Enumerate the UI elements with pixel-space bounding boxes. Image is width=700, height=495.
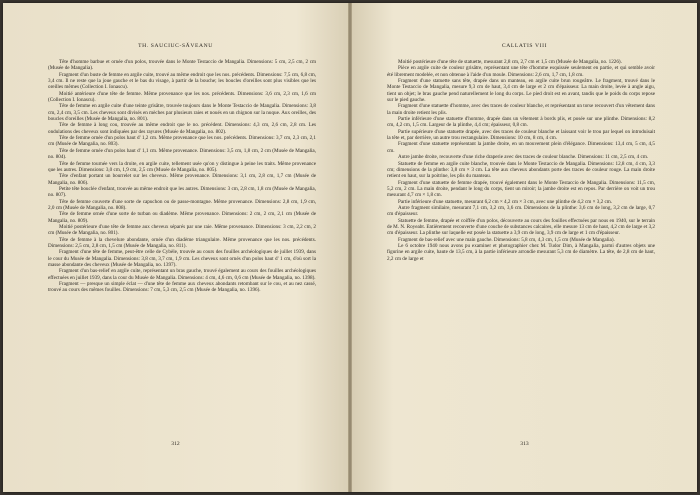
left-page bbox=[3, 3, 348, 492]
catalogue-entry: Tête de femme à la chevelure abondante, ornée d'un diadème triangulaire. Même provenance que les nos. précédents. Dimensions: 2,5 cm, 2,8 cm, 1,5 cm (Musée de Mangalia, no. 811). bbox=[48, 236, 316, 249]
left-running-header: TH. SAUCIUC-SĂVEANU bbox=[138, 43, 213, 49]
catalogue-entry: Fragment d'une tête de femme, peut-être celle de Cybèle, trouvée au cours des fouilles archéologiques de juillet 1939, dans le cour du Musée de Mangalia. Dimensions: 3,8 cm, 3,7 cm, 1,9 cm. Les cheveux sont ornés d'un polos haut d' 1 cm, d'où sort la masse abondante des cheveux (Musée de Mangalia, no. 1397). bbox=[48, 249, 316, 268]
catalogue-entry: Statuette de femme, drapée et coiffée d'un polos, découverte au cours des fouilles effectuées par nous en 1940, sur le terrain de M. N. Royeabt. Entièrement recouverte d'une couche de substances calcaires, elle mesure 13 cm de haut, 4,2 cm de large et 3,2 cm d'épaisseur. La plinthe sur laquelle est posée la statuette a 3,9 cm de long, 3,9 cm de large et 1 cm d'épaisseur. bbox=[387, 217, 655, 237]
right-page-text bbox=[387, 59, 655, 262]
catalogue-entry: Tête de femme en argile cuite d'une teinte grisâtre, trouvée toujours dans le Monte Testaccio de Mangalia. Dimensions: 3,8 cm, 2,4 cm, 3,5 cm. Les cheveux sont divisés en mèches par plusieurs raies et noués en un chignon sur la nuque. Aux oreilles, des boucles d'oreilles (Musée de Mangalia, no. 801). bbox=[48, 103, 316, 123]
catalogue-entry: Tête de femme couverte d'une sorte de capuchon ou de passe-montagne. Même provenance. Dimensions: 2,8 cm, 1,9 cm, 2,0 cm (Musée de Mangalia, no. 808). bbox=[48, 198, 316, 211]
catalogue-entry: Petite tête bouclée d'enfant, trouvée au même endroit que les autres. Dimensions: 3 cm, 2,8 cm, 1,8 cm (Musée de Mangalia, no. 807). bbox=[48, 185, 316, 199]
book-spread bbox=[3, 3, 697, 492]
right-page bbox=[352, 3, 697, 492]
catalogue-entry: Fragment de bas-relief avec une main gauche. Dimensions: 5,8 cm, 4,3 cm, 1,5 cm (Musée de Mangalia). bbox=[398, 236, 615, 243]
catalogue-entry: Partie supérieure d'une statuette drapée, avec des traces de couleur blanche et laissant voir le trou par lequel on introduisait la tête et, par derrière, un autre trou rectangulaire. Dimensions: 10 cm, 8 cm, 4 cm. bbox=[387, 128, 655, 142]
catalogue-entry: Tête de femme ornée d'un polos haut d' 1,2 cm. Même provenance que les nos. précédents. Dimensions: 3,7 cm, 2,3 cm, 2,1 cm (Musée de Mangalia, no. 803). bbox=[48, 135, 316, 148]
catalogue-entry: Tête de femme ornée d'une sorte de turban ou diadème. Même provenance. Dimensions: 2 cm, 2 cm, 2,1 cm (Musée de Mangalia, no. 809). bbox=[48, 211, 316, 224]
catalogue-entry: Autre fragment similaire, mesurant 7,1 cm, 3,2 cm, 3,6 cm. Dimensions de la plinthe: 3,6 cm de long, 3,2 cm de large, 0,7 cm d'épaisseur. bbox=[387, 204, 655, 218]
left-page-number: 312 bbox=[171, 441, 180, 447]
catalogue-entry: Moitié postérieure d'une tête de statuette, mesurant 2,8 cm, 2,7 cm et 1,5 cm (Musée de Mangalia, no. 1226). bbox=[398, 59, 622, 65]
right-page-number: 313 bbox=[520, 441, 529, 447]
catalogue-entry: Pièce en argile cuite de couleur grisâtre, représentant une tête d'homme esquissée seulement en partie, et qui semble avoir été librement modelée, et non obtenue à l'aide d'un moule. Dimensions: 2,6 cm, 1,7 cm, 1,8 cm. bbox=[387, 65, 655, 78]
catalogue-entry: Tête d'homme barbue et ornée d'un polos, trouvée dans le Monte Testaccio de Mangalia. Dimensions: 5 cm, 2,5 cm, 2 cm (Musée de Mangalia). bbox=[48, 59, 316, 72]
catalogue-entry: Tête de femme ornée d'un polos haut d' 1,1 cm. Même provenance. Dimensions: 3,5 cm, 1,8 cm, 2 cm (Musée de Mangalia, no. 804). bbox=[48, 147, 316, 161]
catalogue-entry: Fragment d'une statuette sans tête, drapée dans un manteau, en argile cuite brun rougeâtre. Le fragment, trouvé dans le Monte Testaccio de Mangalia, mesure 9,3 cm de haut, 3,4 cm de large et 2 cm d'épaisseur. La main droite, levée à angle aigu, tient un objet; le bras gauche pend naturellement le long du corps. Le pied droit est en avant, tandis que le poids du corps repose sur le pied gauche. bbox=[387, 78, 655, 104]
catalogue-entry: Partie inférieure d'une statuette d'homme, drapée dans un vêtement à bords plis, et posée sur une plinthe. Dimensions: 8,2 cm, 4,2 cm, 1,5 cm. Largeur de la plinthe, 4,4 cm; épaisseur, 0,8 cm. bbox=[387, 116, 655, 129]
catalogue-entry: Moitié antérieure d'une tête de femme. Même provenance que les nos. précédents. Dimensions: 3,6 cm, 2,3 cm, 1,6 cm (Collection I. Ionascu). bbox=[48, 90, 316, 104]
catalogue-entry: Tête de femme à long cou, trouvée au même endroit que le no. précédent. Dimensions: 4,3 cm, 2,6 cm, 2,8 cm. Les ondulations des cheveux sont indiquées par des rayures (Musée de Mangalia, no. 802). bbox=[48, 122, 316, 135]
catalogue-entry: Le 6 octobre 1940 nous avons pu examiner et photographier chez M. Tudor Dim, à Mangalia, parmi d'autres objets une figurine en argile cuite, haute de 13,5 cm, à la partie inférieure arrondie mesurant 5,3 cm de diamètre. La tête, de 2,8 cm de haut, 2,2 cm de large et bbox=[387, 242, 655, 262]
catalogue-entry: Fragment d'un bas-relief en argile cuite, représentant un bras gauche, trouvé également au cours des fouilles archéologiques effectuées en juillet 1939, dans la cour du Musée de Mangalia. Dimensions: 4 cm, 4,6 cm, 0,6 cm (Musée de Mangalia, no. 1398). bbox=[48, 268, 316, 281]
right-running-header: CALLATIS VIII bbox=[501, 43, 548, 49]
catalogue-entry: Tête d'enfant portant un bourrelet sur les cheveux. Même provenance. Dimensions: 3,1 cm, 2,8 cm, 1,7 cm (Musée de Mangalia, no. 806). bbox=[48, 173, 316, 186]
catalogue-entry: Statuette de femme en argile cuite blanche, trouvée dans le Monte Testaccio de Mangalia. Dimensions: 12,8 cm, 4 cm, 3,3 cm; dimensions de la plinthe: 3,8 cm × 3 cm. La tête aux cheveux abondants porte des traces de couleur rouge. La main droite retient en haut, sur la poitrine, les plis du manteau. bbox=[387, 160, 655, 180]
catalogue-entry: Tête de femme tournée vers la droite, en argile cuite, tellement usée qu'on y distingue à peine les traits. Même provenance que les autres. Dimensions: 3,0 cm, 1,9 cm, 2,5 cm (Musée de Mangalia, no. 805). bbox=[48, 160, 316, 173]
catalogue-entry: Fragment d'une statuette représentant la jambe droite, en un mouvement plein d'élégance. Dimensions: 13,4 cm, 5 cm, 4,5 cm. bbox=[387, 141, 655, 154]
catalogue-entry: Autre jambe droite, recouverte d'une riche draperie avec des traces de couleur blanche. Dimensions: 11 cm, 2,5 cm, 4 cm. bbox=[398, 154, 649, 161]
catalogue-entry: Moitié postérieure d'une tête de femme aux cheveux séparés par une raie. Même provenance. Dimensions: 3 cm, 2,2 cm, 2 cm (Musée de Mangalia, no. 801). bbox=[48, 223, 316, 237]
catalogue-entry: Partie inférieure d'une statuette, mesurant 6,2 cm × 4,2 cm × 3 cm, avec une plinthe de 4,2 cm × 3,2 cm. bbox=[398, 198, 613, 205]
catalogue-entry: Fragment — presque un simple éclat — d'une tête de femme aux cheveux abondants retombant sur le cou, et au nez cassé, trouvé au cours des mêmes fouilles. Dimensions: 7 cm, 5,3 cm, 2,5 cm (Musée de Mangalia, no. 1396). bbox=[48, 281, 316, 294]
left-page-text bbox=[48, 59, 316, 294]
catalogue-entry: Fragment d'une statuette d'homme, avec des traces de couleur blanche, et représentant un torse recouvert d'un vêtement dans la main droite retient les plis. bbox=[387, 103, 655, 116]
catalogue-entry: Fragment d'une statuette de femme drapée, trouvé également dans le Monte Testaccio de Mangalia. Dimensions: 11,5 cm, 5,2 cm, 2 cm. La main droite, pendant le long du corps, tient un miroir; la jambe droite est en repos. Par derrière on voit un trou mesurant 4,7 cm × 1,8 cm. bbox=[387, 179, 655, 199]
catalogue-entry: Fragment d'un buste de femme en argile cuite, trouvé au même endroit que les nos. précédents. Dimensions: 7,5 cm, 6,8 cm, 3,4 cm. Il ne reste que la joue gauche et le bas du visage, à partir de la bouche; les boucles d'oreilles sont plus visibles que les oreilles mêmes (Collection I. Ionascu). bbox=[48, 71, 316, 91]
